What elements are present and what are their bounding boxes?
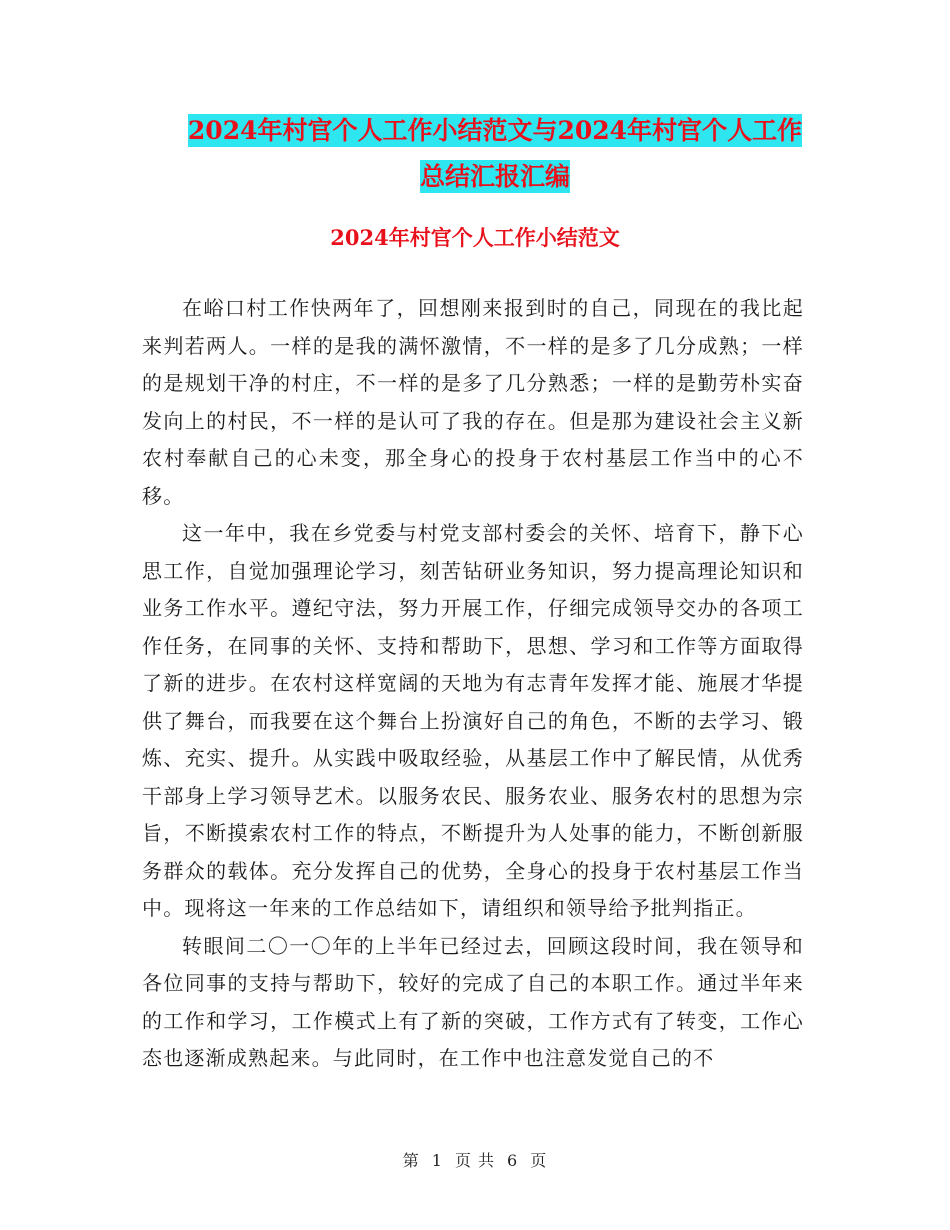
footer-page-number: 1	[431, 1151, 443, 1170]
footer-prefix: 第	[402, 1151, 420, 1170]
document-title-line-1: 2024年村官个人工作小结范文与2024年村官个人工作	[187, 116, 803, 145]
footer-middle: 页 共	[454, 1151, 496, 1170]
document-title	[100, 108, 890, 200]
footer-suffix: 页	[530, 1151, 548, 1170]
page-footer	[0, 1150, 950, 1172]
paragraph-1: 在峪口村工作快两年了，回想刚来报到时的自己，同现在的我比起来判若两人。一样的是我的满怀激情，不一样的是多了几分成熟；一样的是规划干净的村庄，不一样的是多了几分熟悉；一样的是勤劳朴实奋发向上的村民，不一样的是认可了我的存在。但是那为建设社会主义新农村奉献自己的心未变，那全身心的投身于农村基层工作当中的心不移。	[142, 296, 804, 508]
body-text	[142, 290, 804, 1078]
section-title: 2024年村官个人工作小结范文	[330, 225, 620, 250]
paragraph-2: 这一年中，我在乡党委与村党支部村委会的关怀、培育下，静下心思工作，自觉加强理论学习，刻苦钻研业务知识，努力提高理论知识和业务工作水平。遵纪守法，努力开展工作，仔细完成领导交办的各项工作任务，在同事的关怀、支持和帮助下，思想、学习和工作等方面取得了新的进步。在农村这样宽阔的天地为有志青年发挥才能、施展才华提供了舞台，而我要在这个舞台上扮演好自己的角色，不断的去学习、锻炼、充实、提升。从实践中吸取经验，从基层工作中了解民情，从优秀干部身上学习领导艺术。以服务农民、服务农业、服务农村的思想为宗旨，不断摸索农村工作的特点，不断提升为人处事的能力，不断创新服务群众的载体。充分发挥自己的优势，全身心的投身于农村基层工作当中。现将这一年来的工作总结如下，请组织和领导给予批判指正。	[142, 521, 804, 920]
document-title-line-2: 总结汇报汇编	[419, 162, 570, 191]
footer-total-pages: 6	[507, 1151, 519, 1170]
paragraph-3: 转眼间二〇一〇年的上半年已经过去，回顾这段时间，我在领导和各位同事的支持与帮助下，较好的完成了自己的本职工作。通过半年来的工作和学习，工作模式上有了新的突破，工作方式有了转变，工作心态也逐渐成熟起来。与此同时，在工作中也注意发觉自己的不	[142, 933, 804, 1070]
